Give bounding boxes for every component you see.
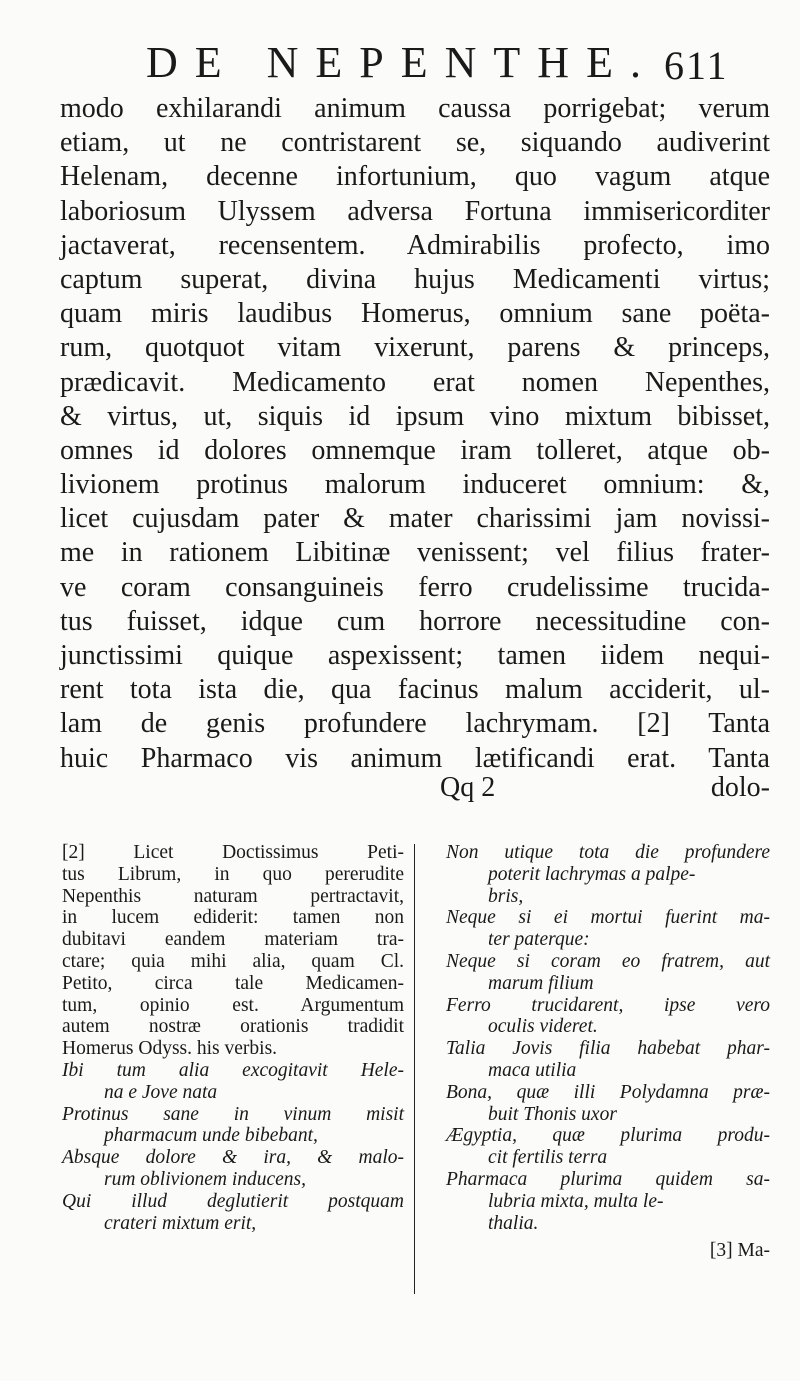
signature-mark: Qq 2 [440,772,496,803]
footnote-line: Absque dolore & ira, & malo- [62,1147,404,1169]
footnote-right-column [446,842,770,1262]
text-line: rent tota ista die, qua facinus malum acciderit, ul- [60,674,770,706]
footnote-line: autem nostræ orationis tradidit [62,1016,404,1038]
text-line: quam miris laudibus Homerus, omnium sane poëta- [60,298,770,330]
text-line: Helenam, decenne infortunium, quo vagum atque [60,161,770,193]
text-line: junctissimi quique aspexissent; tamen iidem nequi- [60,640,770,671]
footnote-line: buit Thonis uxor [488,1103,617,1125]
footnote-line: Ægyptia, quæ plurima produ- [446,1125,770,1147]
text-line: modo exhilarandi animum caussa porrigebat; verum [60,93,770,124]
footnote-left-column [62,842,404,1234]
text-line: tus fuisset, idque cum horrore necessitudine con- [60,605,770,637]
footnote-line: dubitavi eandem materiam tra- [62,929,404,951]
text-line: etiam, ut ne contristarent se, siquando audiverint [60,127,770,159]
text-line: jactaverat, recensentem. Admirabilis profecto, imo [60,229,770,261]
footnote-line: thalia. [488,1212,539,1234]
footnote-line: crateri mixtum erit, [104,1212,257,1234]
footnote-line: bris, [488,885,524,907]
footnote-line: oculis videret. [488,1016,598,1038]
footnote-line: Non utique tota die profundere [446,842,770,863]
footnote-line: na e Jove nata [104,1081,218,1103]
footnote-line: ctare; quia mihi alia, quam Cl. [62,950,404,972]
catchline [60,772,770,812]
text-line: rum, quotquot vitam vixerunt, parens & princeps, [60,332,770,364]
running-title: DE NEPENTHE. [146,38,658,87]
text-line: me in rationem Libitinæ venissent; vel filius frater- [60,537,770,569]
text-line: livionem protinus malorum induceret omnium: &, [60,469,770,501]
main-text-block [60,92,770,776]
footnote-line: Petito, circa tale Medicamen- [62,972,404,994]
page-number: 611 [664,43,729,88]
text-line: licet cujusdam pater & mater charissimi jam novissi- [60,503,770,535]
footnote-line: Ferro trucidarent, ipse vero [446,994,770,1016]
text-line: & virtus, ut, siquis id ipsum vino mixtum bibisset, [60,400,770,432]
footnote-line: Bona, quæ illi Polydamna præ- [446,1081,770,1103]
footnote-line: tus Librum, in quo pererudite [62,863,404,885]
footnote-line: Neque si ei mortui fuerint ma- [446,907,770,929]
footnote-line: poterit lachrymas a palpe- [488,863,696,885]
footnote-line: [2] Licet Doctissimus Peti- [62,842,404,863]
footnote-line: pharmacum unde bibebant, [104,1125,318,1147]
footnote-catchword: [3] Ma- [709,1240,770,1262]
text-line: prædicavit. Medicamento erat nomen Nepenthes, [60,366,770,398]
footnote-line: Protinus sane in vinum misit [62,1103,404,1125]
footnote-line: tum, opinio est. Argumentum [62,994,404,1016]
footnote-line: rum oblivionem inducens, [104,1168,307,1190]
running-head [0,34,800,90]
text-line: omnes id dolores omnemque iram tolleret, atque ob- [60,434,770,466]
footnote-line: Homerus Odyss. his verbis. [62,1038,278,1060]
footnote-line: lubria mixta, multa le- [488,1190,664,1212]
footnote-line: Talia Jovis filia habebat phar- [446,1038,770,1060]
footnote-line: in lucem ediderit: tamen non [62,907,404,929]
footnote-line: ter paterque: [488,929,590,951]
footnote-line: Neque si coram eo fratrem, aut [446,950,770,972]
footnotes [62,842,770,1362]
footnote-line: Qui illud deglutierit postquam [62,1190,404,1212]
text-line: ve coram consanguineis ferro crudelissime trucida- [60,571,770,603]
column-divider [414,844,415,1294]
text-line: laboriosum Ulyssem adversa Fortuna immisericorditer [60,195,770,227]
footnote-line: Pharmaca plurima quidem sa- [446,1168,770,1190]
text-line: huic Pharmaco vis animum lætificandi erat. Tanta [60,742,770,774]
footnote-line: Nepenthis naturam pertractavit, [62,885,404,907]
footnote-line: marum filium [488,972,594,994]
text-line: captum superat, divina hujus Medicamenti virtus; [60,263,770,295]
footnote-line: Ibi tum alia excogitavit Hele- [62,1059,404,1081]
text-line: lam de genis profundere lachrymam. [2] Tanta [60,708,770,740]
catchword: dolo- [710,772,770,803]
footnote-line: maca utilia [488,1059,577,1081]
footnote-line: cit fertilis terra [488,1147,608,1169]
